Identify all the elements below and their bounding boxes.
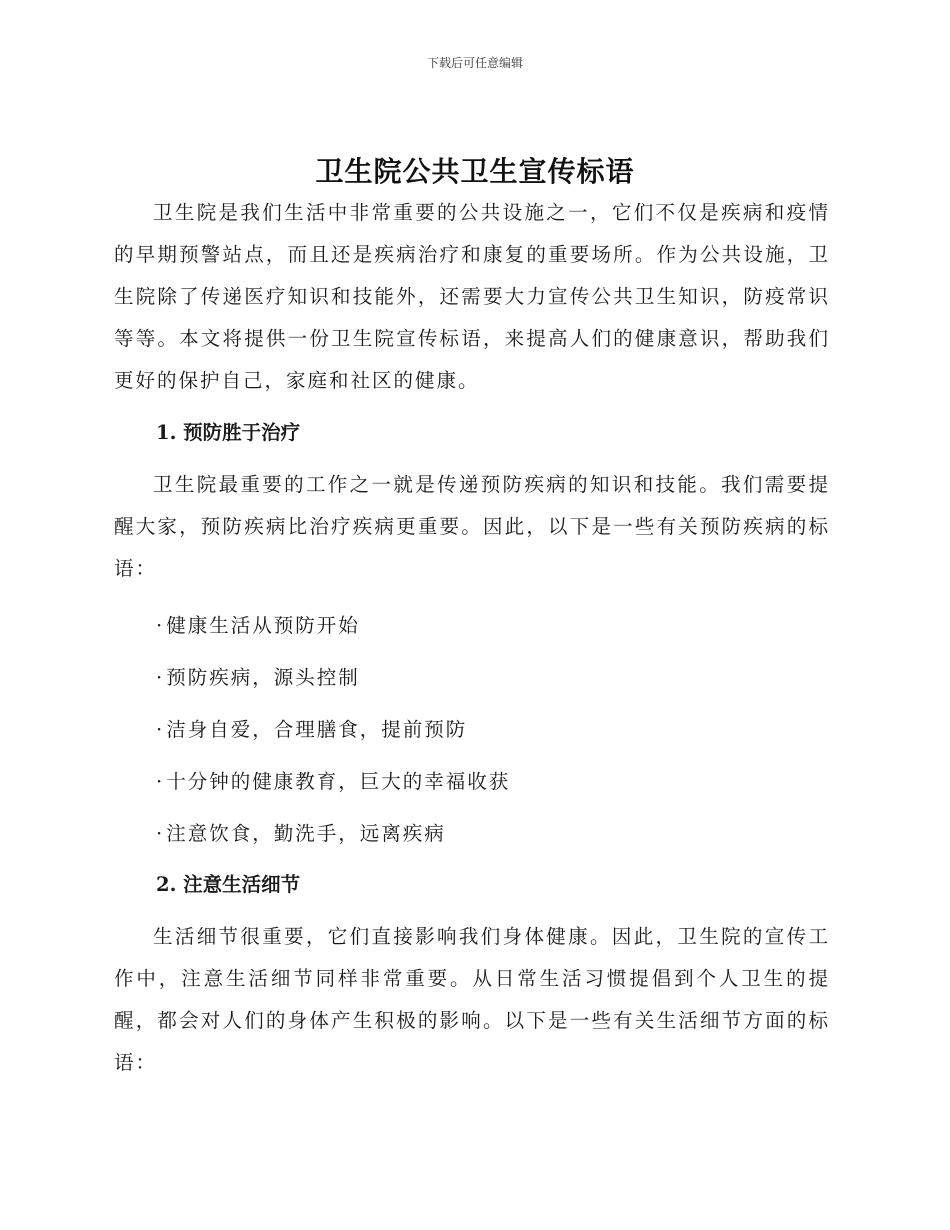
section-heading-1: 1. 预防胜于治疗 [156,421,301,444]
section-1-paragraph: 卫生院最重要的工作之一就是传递预防疾病的知识和技能。我们需要提醒大家，预防疾病比治疗疾病更重要。因此，以下是一些有关预防疾病的标语： [114,473,830,580]
slogan-item: · 十分钟的健康教育，巨大的幸福收获 [156,756,830,808]
section-2-paragraph: 生活细节很重要，它们直接影响我们身体健康。因此，卫生院的宣传工作中，注意生活细节同样非常重要。从日常生活习惯提倡到个人卫生的提醒，都会对人们的身体产生积极的影响。以下是一些有关生活细节方面的标语： [114,925,830,1074]
slogan-list [114,600,830,860]
document-body [114,192,830,1084]
intro-paragraph: 卫生院是我们生活中非常重要的公共设施之一，它们不仅是疾病和疫情的早期预警站点，而且还是疾病治疗和康复的重要场所。作为公共设施，卫生院除了传递医疗知识和技能外，还需要大力宣传公共卫生知识，防疫常识等等。本文将提供一份卫生院宣传标语，来提高人们的健康意识，帮助我们更好的保护自己，家庭和社区的健康。 [114,201,830,392]
slogan-item: · 注意饮食，勤洗手，远离疾病 [156,808,830,860]
document-title: 卫生院公共卫生宣传标语 [315,155,635,188]
header-note: 下载后可任意编辑 [426,56,523,70]
slogan-item: · 预防疾病，源头控制 [156,652,830,704]
slogan-item: · 洁身自爱，合理膳食，提前预防 [156,704,830,756]
slogan-item: · 健康生活从预防开始 [156,600,830,652]
section-heading-2: 2. 注意生活细节 [156,873,301,896]
